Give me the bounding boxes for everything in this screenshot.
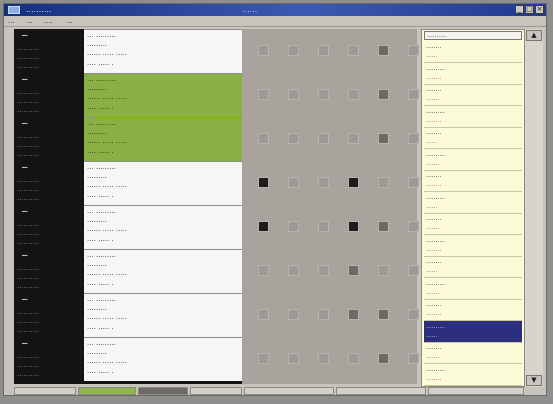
side-item-subtitle: ......	[426, 138, 438, 145]
card-text: .... ..... .	[87, 147, 114, 155]
side-list	[421, 29, 525, 387]
indicator-cell[interactable]	[288, 45, 299, 56]
row-detail: ..........	[17, 317, 40, 325]
card-text: .........	[87, 304, 108, 312]
side-list-item[interactable]	[424, 321, 522, 343]
card-text: .........	[87, 172, 108, 180]
card-text: ... .........	[87, 163, 116, 171]
row-detail: ..........	[17, 370, 40, 378]
card-text: ... .........	[87, 119, 116, 127]
row-card[interactable]	[84, 337, 242, 381]
status-segment	[138, 387, 188, 395]
menu-item-0[interactable]: ...	[8, 17, 15, 25]
indicator-cell[interactable]	[288, 177, 299, 188]
row-detail: ..........	[17, 62, 40, 70]
card-text: ... .........	[87, 207, 116, 215]
side-list-item[interactable]	[424, 278, 522, 300]
indicator-cell[interactable]	[348, 221, 359, 232]
indicator-cell[interactable]	[348, 89, 359, 100]
side-list-item[interactable]	[424, 235, 522, 257]
indicator-cell[interactable]	[258, 353, 269, 364]
indicator-cell[interactable]	[318, 353, 329, 364]
row-detail: ..........	[17, 88, 40, 96]
side-item-subtitle: ......	[426, 202, 438, 210]
row-header	[14, 337, 82, 381]
close-button[interactable]: ×	[536, 5, 543, 13]
side-item-subtitle: ........	[426, 245, 442, 253]
card-text: .........	[87, 348, 108, 356]
row-detail: ..........	[17, 308, 40, 316]
schedule-row[interactable]	[14, 117, 242, 161]
scroll-down-icon[interactable]: ▼	[526, 375, 542, 386]
row-header	[14, 161, 82, 205]
indicator-cell[interactable]	[378, 89, 389, 100]
side-list-item[interactable]	[424, 127, 522, 149]
row-header	[14, 293, 82, 337]
row-time: —	[22, 31, 28, 41]
indicator-cell[interactable]	[258, 89, 269, 100]
row-card[interactable]	[84, 161, 242, 205]
side-item-subtitle: .......	[426, 95, 440, 102]
menu-item-2[interactable]: ....	[44, 17, 53, 25]
row-header	[14, 117, 82, 161]
row-card[interactable]	[84, 205, 242, 249]
side-list-item[interactable]	[424, 63, 522, 85]
row-detail: ..........	[17, 273, 40, 281]
row-card[interactable]	[84, 117, 242, 161]
indicator-cell[interactable]	[408, 309, 419, 320]
card-text: .........	[87, 260, 108, 268]
card-text: ...... ..... .....	[87, 93, 128, 101]
row-detail: ..........	[17, 229, 40, 237]
row-detail: ..........	[17, 150, 40, 158]
maximize-button[interactable]: □	[526, 5, 533, 13]
side-list-item[interactable]	[424, 106, 522, 128]
row-detail: ..........	[17, 176, 40, 184]
side-item-title: ........	[426, 258, 442, 265]
card-text: ...... ..... .....	[87, 181, 128, 189]
side-item-subtitle: ........	[426, 374, 442, 382]
row-card[interactable]	[84, 249, 242, 293]
schedule-row[interactable]	[14, 73, 242, 117]
indicator-cell[interactable]	[288, 309, 299, 320]
title-bar[interactable]	[4, 4, 546, 16]
indicator-cell[interactable]	[258, 309, 269, 320]
menu-item-3[interactable]: ...	[66, 17, 73, 25]
app-title: ......	[242, 5, 258, 14]
row-time: —	[22, 119, 28, 129]
row-card[interactable]	[84, 29, 242, 73]
status-segment	[190, 387, 242, 395]
indicator-cell[interactable]	[318, 133, 329, 144]
side-list-item[interactable]	[424, 364, 522, 386]
row-header	[14, 249, 82, 293]
schedule-row[interactable]	[14, 249, 242, 293]
card-text: ...... ..... .....	[87, 357, 128, 365]
status-bar	[14, 387, 524, 395]
indicator-cell[interactable]	[378, 265, 389, 276]
indicator-cell[interactable]	[258, 133, 269, 144]
indicator-cell[interactable]	[258, 45, 269, 56]
row-time: —	[22, 163, 28, 173]
indicator-cell[interactable]	[408, 353, 419, 364]
indicator-cell[interactable]	[378, 45, 389, 56]
side-item-subtitle: .......	[426, 224, 440, 231]
menu-item-1[interactable]: ...	[26, 17, 33, 25]
indicator-cell[interactable]	[318, 309, 329, 320]
side-list-item[interactable]	[424, 299, 522, 321]
row-detail: ..........	[17, 361, 40, 369]
row-detail: ..........	[17, 352, 40, 360]
side-item-title: ........	[426, 43, 442, 50]
card-text: ...... ..... .....	[87, 137, 128, 145]
schedule-row[interactable]	[14, 29, 242, 73]
row-time: —	[22, 251, 28, 261]
card-text: .........	[87, 216, 108, 224]
card-text: .... ..... .	[87, 235, 114, 243]
card-text: ...... ..... .....	[87, 49, 128, 57]
indicator-cell[interactable]	[378, 353, 389, 364]
side-item-subtitle: .......	[426, 288, 440, 296]
indicator-cell[interactable]	[258, 221, 269, 232]
row-time: —	[22, 75, 28, 85]
side-item-title: ........	[426, 129, 442, 136]
indicator-cell[interactable]	[318, 221, 329, 232]
window-title: ..........	[26, 5, 52, 14]
indicator-cell[interactable]	[408, 177, 419, 188]
card-text: .... ..... .	[87, 103, 114, 111]
side-item-title: ........	[426, 172, 442, 179]
side-item-title: ..........	[426, 107, 446, 115]
card-text: .........	[87, 84, 108, 92]
menu-bar	[4, 16, 546, 27]
schedule-panel	[14, 29, 242, 384]
row-detail: ..........	[17, 238, 40, 246]
side-item-subtitle: .......	[426, 353, 440, 360]
status-segment	[428, 387, 524, 395]
indicator-cell[interactable]	[318, 265, 329, 276]
indicator-cell[interactable]	[288, 133, 299, 144]
row-detail: ..........	[17, 106, 40, 114]
row-time: —	[22, 207, 28, 217]
card-text: .... ..... .	[87, 279, 114, 287]
indicator-cell[interactable]	[348, 265, 359, 276]
side-item-title: ..........	[426, 193, 446, 201]
status-segment	[244, 387, 334, 395]
indicator-cell[interactable]	[408, 45, 419, 56]
side-item-title: ..........	[426, 64, 446, 72]
schedule-row[interactable]	[14, 161, 242, 205]
indicator-cell[interactable]	[318, 45, 329, 56]
indicator-cell[interactable]	[288, 353, 299, 364]
indicator-cell[interactable]	[258, 177, 269, 188]
side-item-subtitle: ........	[426, 116, 442, 124]
vertical-scrollbar[interactable]	[525, 29, 543, 387]
card-text: ... .........	[87, 339, 116, 347]
side-list-header[interactable]: ..........	[424, 31, 522, 40]
row-card[interactable]	[84, 293, 242, 337]
indicator-cell[interactable]	[348, 45, 359, 56]
row-detail: ..........	[17, 264, 40, 272]
row-detail: ..........	[17, 141, 40, 149]
row-detail: ..........	[17, 282, 40, 290]
side-item-title: ........	[426, 86, 442, 93]
row-detail: ..........	[17, 44, 40, 52]
side-item-subtitle: ........	[426, 310, 442, 317]
card-text: .... ..... .	[87, 367, 114, 375]
indicator-cell[interactable]	[378, 309, 389, 320]
side-item-title: ..........	[426, 279, 446, 287]
card-text: ...... ..... .....	[87, 225, 128, 233]
indicator-grid	[242, 29, 417, 384]
schedule-row[interactable]	[14, 337, 242, 381]
indicator-cell[interactable]	[378, 133, 389, 144]
indicator-cell[interactable]	[378, 221, 389, 232]
indicator-cell[interactable]	[318, 89, 329, 100]
side-list-item[interactable]	[424, 342, 522, 364]
card-text: .... ..... .	[87, 191, 114, 199]
indicator-cell[interactable]	[408, 265, 419, 276]
side-list-item[interactable]	[424, 149, 522, 171]
side-item-title: ........	[426, 215, 442, 222]
minimize-button[interactable]: _	[515, 5, 524, 14]
card-text: ...... ..... .....	[87, 313, 128, 321]
row-header	[14, 205, 82, 249]
status-segment	[336, 387, 426, 395]
side-item-subtitle: .......	[426, 159, 440, 167]
indicator-cell[interactable]	[348, 133, 359, 144]
side-item-subtitle: ......	[426, 52, 438, 59]
card-text: ... .........	[87, 295, 116, 303]
row-card[interactable]	[84, 73, 242, 117]
app-icon	[8, 6, 20, 14]
schedule-row[interactable]	[14, 205, 242, 249]
side-item-title: ........	[426, 344, 442, 351]
indicator-cell[interactable]	[348, 177, 359, 188]
row-detail: ..........	[17, 97, 40, 105]
indicator-cell[interactable]	[378, 177, 389, 188]
indicator-cell[interactable]	[348, 309, 359, 320]
status-segment	[78, 387, 136, 395]
card-text: .........	[87, 128, 108, 136]
indicator-cell[interactable]	[318, 177, 329, 188]
row-detail: ..........	[17, 185, 40, 193]
scroll-up-icon[interactable]: ▲	[526, 30, 542, 41]
main-window	[3, 3, 547, 396]
side-list-item[interactable]	[424, 192, 522, 214]
card-text: ... .........	[87, 251, 116, 259]
card-text: .........	[87, 40, 108, 48]
row-header	[14, 29, 82, 73]
row-time: —	[22, 295, 28, 305]
indicator-cell[interactable]	[288, 221, 299, 232]
row-detail: ..........	[17, 53, 40, 61]
side-list-item[interactable]	[424, 256, 522, 278]
card-text: ... .........	[87, 75, 116, 83]
status-segment	[14, 387, 76, 395]
side-list-item[interactable]	[424, 213, 522, 235]
row-time: —	[22, 339, 28, 349]
side-list-item[interactable]	[424, 41, 522, 63]
side-item-subtitle: ........	[426, 181, 442, 188]
side-list-item[interactable]	[424, 84, 522, 106]
row-header	[14, 73, 82, 117]
side-item-subtitle: ........	[426, 73, 442, 81]
indicator-cell[interactable]	[288, 89, 299, 100]
indicator-cell[interactable]	[408, 221, 419, 232]
card-text: .... ..... .	[87, 59, 114, 67]
row-detail: ..........	[17, 132, 40, 140]
schedule-row[interactable]	[14, 293, 242, 337]
indicator-cell[interactable]	[408, 89, 419, 100]
side-item-title: ..........	[426, 236, 446, 244]
indicator-cell[interactable]	[258, 265, 269, 276]
side-item-title: ..........	[426, 150, 446, 158]
row-detail: ..........	[17, 194, 40, 202]
card-text: ...... ..... .....	[87, 269, 128, 277]
card-text: .... ..... .	[87, 323, 114, 331]
side-item-title: ..........	[426, 322, 446, 330]
side-item-subtitle: ......	[426, 267, 438, 274]
side-item-title: ..........	[426, 365, 446, 373]
card-text: ... .........	[87, 31, 116, 39]
row-detail: ..........	[17, 220, 40, 228]
row-detail: ..........	[17, 326, 40, 334]
side-item-title: ........	[426, 301, 442, 308]
side-list-item[interactable]	[424, 170, 522, 192]
indicator-cell[interactable]	[348, 353, 359, 364]
indicator-cell[interactable]	[408, 133, 419, 144]
indicator-cell[interactable]	[288, 265, 299, 276]
side-item-subtitle: ......	[426, 331, 438, 339]
